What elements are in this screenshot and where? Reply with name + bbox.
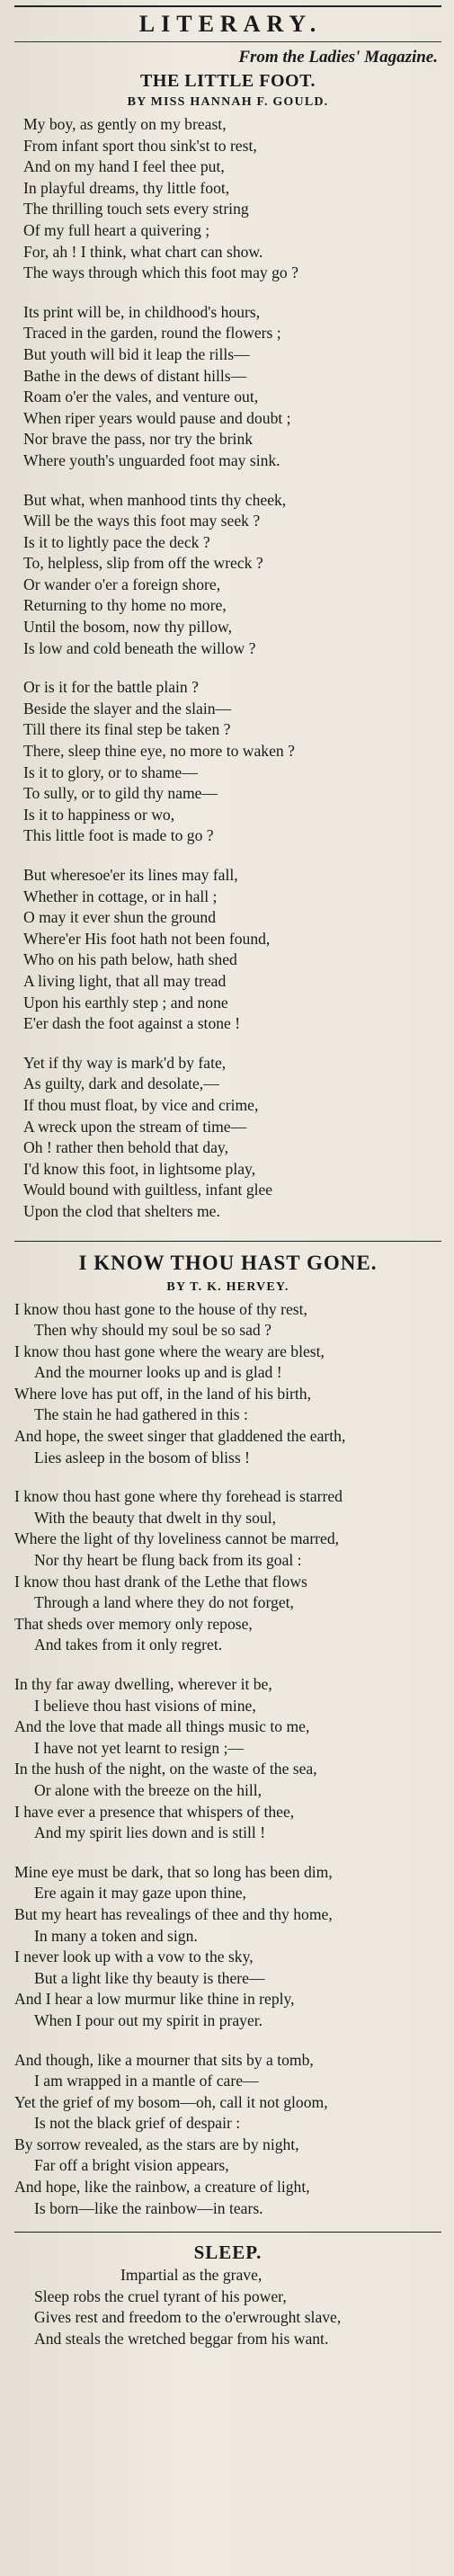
verse-line: This little foot is made to go ? [23, 826, 214, 845]
stanza [14, 2050, 441, 2220]
verse-line: And I hear a low murmur like thine in reply, [14, 1990, 295, 2009]
verse-line: From infant sport thou sink'st to rest, [23, 136, 257, 155]
verse-line: I know thou hast gone to the house of thy rest, [14, 1299, 307, 1318]
verse-line: I believe thou hast visions of mine, [34, 1696, 256, 1715]
verse-line: The stain he had gathered in this : [34, 1405, 248, 1424]
stanza [14, 114, 441, 284]
verse-line: Then why should my soul be so sad ? [34, 1321, 272, 1340]
verse-line: O may it ever shun the ground [23, 908, 217, 927]
verse-line: Oh ! rather then behold that day, [23, 1138, 228, 1157]
verse-line: I know thou hast gone where the weary are blest, [14, 1341, 325, 1360]
verse-line: In playful dreams, thy little foot, [23, 178, 230, 197]
verse-line: But my heart has revealings of thee and thy home, [14, 1904, 333, 1923]
verse-line: Nor thy heart be flung back from its goal : [34, 1551, 302, 1570]
stanza [14, 1486, 441, 1656]
verse-line: In thy far away dwelling, wherever it be, [14, 1675, 272, 1693]
verse-line: Is it to glory, or to shame— [23, 762, 198, 781]
verse-line: Gives rest and freedom to the o'erwrought slave, [34, 2308, 342, 2327]
verse-line: To, helpless, slip from off the wreck ? [23, 554, 263, 573]
verse-line: I am wrapped in a mantle of care— [34, 2072, 259, 2090]
stanza [14, 1674, 441, 1844]
verse-line: For, ah ! I think, what chart can show. [23, 242, 263, 261]
verse-line: But a light like thy beauty is there— [34, 1968, 265, 1987]
poem-title: I KNOW THOU HAST GONE. [78, 1251, 378, 1274]
verse-line: Sleep robs the cruel tyrant of his power, [34, 2286, 287, 2305]
verse-line: Returning to thy home no more, [23, 596, 227, 615]
poem-title: THE LITTLE FOOT. [140, 71, 316, 91]
verse-line: The thrilling touch sets every string [23, 200, 249, 218]
verse-line: Upon his earthly step ; and none [23, 993, 228, 1012]
verse-line: And steals the wretched beggar from his want. [34, 2330, 329, 2349]
verse-line: But youth will bid it leap the rills— [23, 344, 250, 363]
stanza [14, 1053, 441, 1223]
section-header: LITERARY. [138, 11, 323, 37]
verse-line: Beside the slayer and the slain— [23, 699, 232, 718]
verse-line: To sully, or to gild thy name— [23, 784, 218, 803]
verse-line: In many a token and sign. [34, 1926, 198, 1945]
verse-line: Where the light of thy loveliness cannot be marred, [14, 1529, 340, 1548]
verse-line: Whether in cottage, or in hall ; [23, 887, 218, 905]
verse-line: Ere again it may gaze upon thine, [34, 1884, 246, 1903]
verse-line: E'er dash the foot against a stone ! [23, 1014, 241, 1033]
verse-line: And on my hand I feel thee put, [23, 157, 225, 176]
verse-line: With the beauty that dwelt in thy soul, [34, 1508, 277, 1527]
verse-line: Yet if thy way is mark'd by fate, [23, 1053, 227, 1072]
source-credit: From the Ladies' Magazine. [238, 48, 438, 67]
poem-i-know-thou-hast-gone [14, 1249, 441, 2220]
verse-line: I'd know this foot, in lightsome play, [23, 1159, 256, 1178]
verse-line: By sorrow revealed, as the stars are by night, [14, 2135, 299, 2153]
verse-line: Is it to happiness or wo, [23, 805, 175, 824]
verse-line: When riper years would pause and doubt ; [23, 408, 291, 427]
verse-line: But wheresoe'er its lines may fall, [23, 866, 238, 884]
poem-author: BY MISS HANNAH F. GOULD. [127, 95, 329, 109]
verse-line: And my spirit lies down and is still ! [34, 1823, 266, 1842]
verse-line: Until the bosom, now thy pillow, [23, 618, 232, 637]
verse-line: Where youth's unguarded foot may sink. [23, 450, 280, 469]
verse-line: A living light, that all may tread [23, 971, 227, 990]
verse-line: Or wander o'er a foreign shore, [23, 575, 221, 593]
poem-author: BY T. K. HERVEY. [166, 1279, 289, 1294]
verse-line: Is born—like the rainbow—in tears. [34, 2198, 263, 2217]
stanza [14, 490, 441, 660]
verse-line: My boy, as gently on my breast, [23, 115, 227, 133]
verse-line: That sheds over memory only repose, [14, 1614, 253, 1633]
verse-line: Yet the grief of my bosom—oh, call it not gloom, [14, 2092, 328, 2111]
verse-line: Where love has put off, in the land of his birth, [14, 1384, 311, 1403]
verse-line: But what, when manhood tints thy cheek, [23, 490, 287, 509]
verse-line: Is it to lightly pace the deck ? [23, 532, 210, 551]
divider-rule [14, 2232, 441, 2233]
stanza [14, 865, 441, 1035]
verse-line: Till there its final step be taken ? [23, 720, 231, 739]
verse-line: Who on his path below, hath shed [23, 950, 237, 969]
verse-line: And hope, like the rainbow, a creature of light, [14, 2178, 310, 2197]
verse-line: Is low and cold beneath the willow ? [23, 638, 256, 657]
verse-line: In the hush of the night, on the waste of the sea, [14, 1760, 317, 1778]
poem-sleep [14, 2240, 441, 2349]
stanza [14, 677, 441, 847]
verse-line: Where'er His foot hath not been found, [23, 929, 271, 948]
verse-line: Lies asleep in the bosom of bliss ! [34, 1448, 250, 1466]
verse-line: Far off a bright vision appears, [34, 2156, 229, 2175]
verse-line: Traced in the garden, round the flowers ; [23, 324, 281, 343]
stanza [14, 302, 441, 472]
verse-line: Mine eye must be dark, that so long has been dim, [14, 1862, 333, 1881]
verse-line: Its print will be, in childhood's hours, [23, 302, 261, 321]
verse-line: I never look up with a vow to the sky, [14, 1948, 254, 1966]
verse-line: And the love that made all things music to me, [14, 1717, 310, 1736]
poem-the-little-foot [14, 69, 441, 1223]
verse-line: The ways through which this foot may go ? [23, 263, 298, 282]
verse-line: Is not the black grief of despair : [34, 2114, 241, 2133]
verse-line: Will be the ways this foot may seek ? [23, 512, 261, 530]
verse-line: Or alone with the breeze on the hill, [34, 1780, 263, 1799]
verse-line: As guilty, dark and desolate,— [23, 1074, 219, 1093]
poem-title: SLEEP. [193, 2242, 263, 2264]
verse-line: Nor brave the pass, nor try the brink [23, 430, 254, 449]
verse-line: When I pour out my spirit in prayer. [34, 2010, 263, 2029]
verse-line: Upon the clod that shelters me. [23, 1201, 220, 1220]
verse-line: Through a land where they do not forget, [34, 1593, 294, 1612]
verse-line: A wreck upon the stream of time— [23, 1117, 247, 1136]
verse-line: I know thou hast gone where thy forehead is starred [14, 1487, 343, 1506]
verse-line: I know thou hast drank of the Lethe that flows [14, 1572, 307, 1591]
header-rule [14, 41, 441, 42]
verse-line: Would bound with guiltless, infant glee [23, 1181, 273, 1199]
verse-line: And the mourner looks up and is glad ! [34, 1363, 282, 1382]
verse-line: I have ever a presence that whispers of thee, [14, 1802, 295, 1821]
verse-line: Roam o'er the vales, and venture out, [23, 388, 259, 406]
verse-line: Impartial as the grave, [120, 2266, 263, 2285]
verse-line: Of my full heart a quivering ; [23, 220, 210, 239]
verse-line: There, sleep thine eye, no more to waken ? [23, 742, 295, 761]
verse-line: If thou must float, by vice and crime, [23, 1095, 259, 1114]
verse-line: And though, like a mourner that sits by a tomb, [14, 2050, 314, 2069]
verse-line: And takes from it only regret. [34, 1636, 223, 1654]
divider-rule [14, 1241, 441, 1242]
stanza [14, 1299, 441, 1469]
stanza [14, 1862, 441, 2032]
verse-line: I have not yet learnt to resign ;— [34, 1738, 245, 1757]
verse-line: Or is it for the battle plain ? [23, 678, 199, 697]
verse-line: Bathe in the dews of distant hills— [23, 366, 247, 385]
verse-line: And hope, the sweet singer that gladdened the earth, [14, 1427, 346, 1446]
